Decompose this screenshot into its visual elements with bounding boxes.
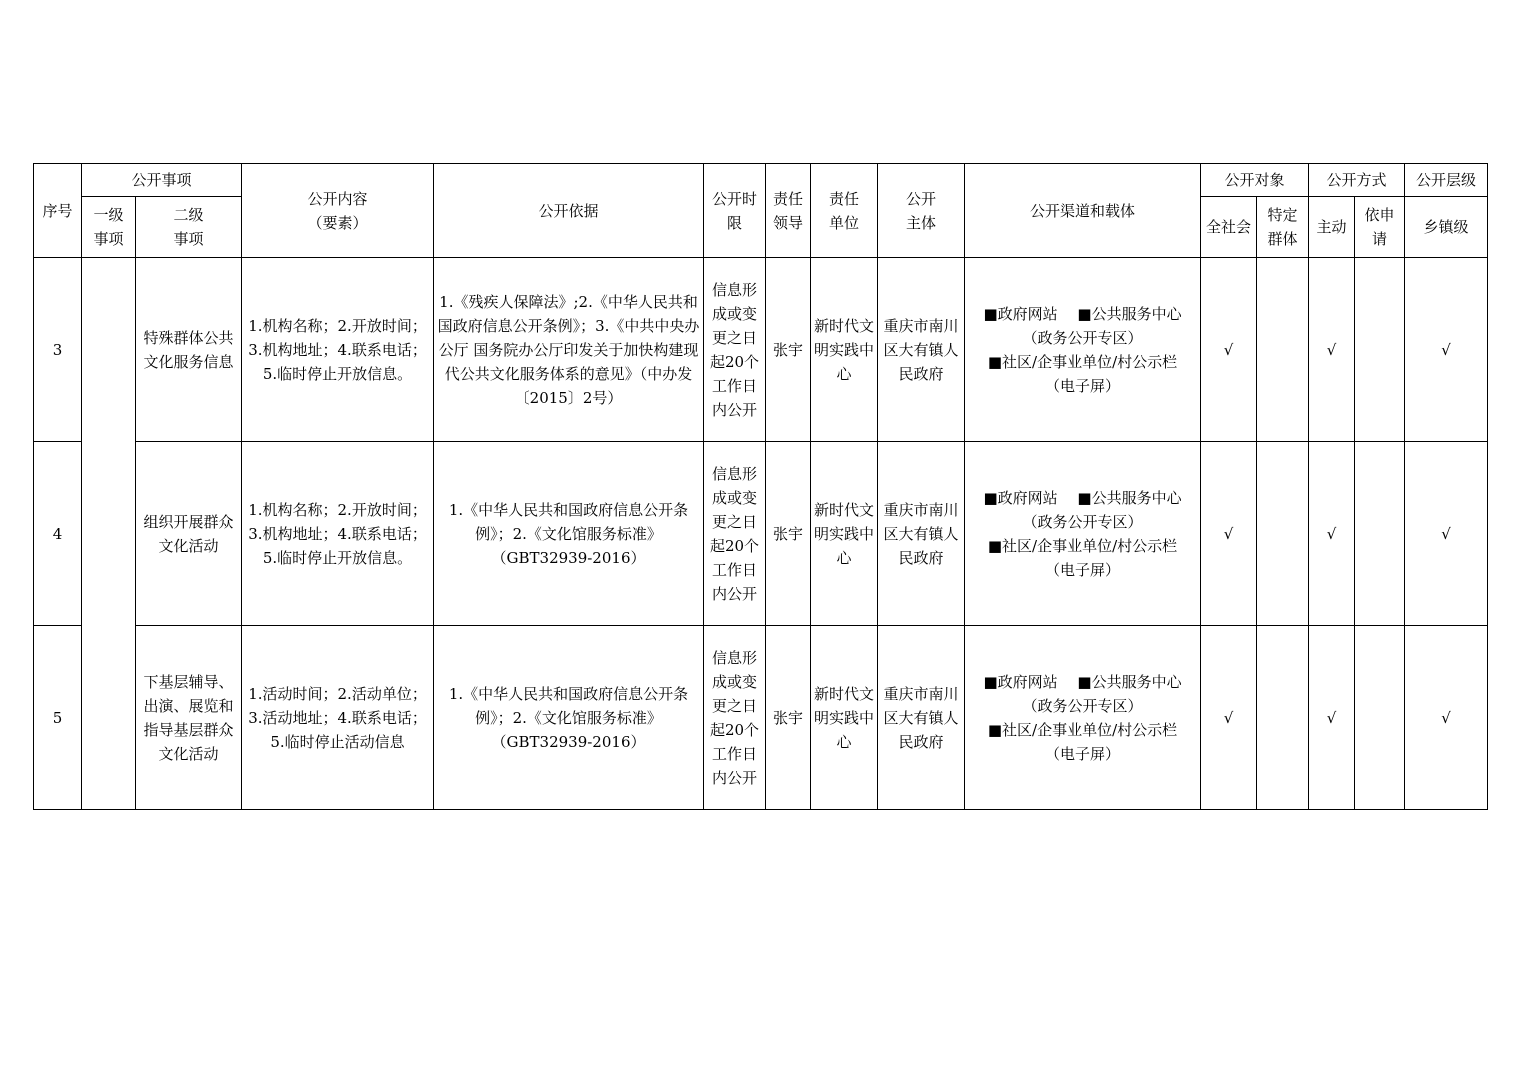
row-subject: 重庆市南川区大有镇人民政府: [878, 442, 965, 626]
row-timelimit: 信息形成或变更之日起20个工作日内公开: [704, 258, 766, 442]
channel-line: （政务公开专区）: [1022, 696, 1143, 715]
row-content: 1.活动时间；2.活动单位；3.活动地址；4.联系电话；5.临时停止活动信息: [242, 626, 434, 810]
channel-line: ■政府网站 ■公共服务中心: [983, 304, 1182, 323]
header-content: 公开内容 （要素）: [242, 164, 434, 258]
row-channel: [965, 626, 1201, 810]
row-method-apply-check: [1355, 442, 1405, 626]
row-level-town-check: √: [1405, 442, 1488, 626]
row-target-specific-check: [1257, 258, 1309, 442]
header-timelimit: 公开时 限: [704, 164, 766, 258]
row-level2: 组织开展群众文化活动: [136, 442, 242, 626]
table-row: [34, 258, 1488, 442]
row-level2: 特殊群体公共文化服务信息: [136, 258, 242, 442]
header-method-active: 主动: [1309, 197, 1355, 258]
channel-line: ■社区/企事业单位/村公示栏: [987, 720, 1178, 739]
header-method-apply: 依申 请: [1355, 197, 1405, 258]
channel-line: ■政府网站 ■公共服务中心: [983, 672, 1182, 691]
header-target-specific: 特定 群体: [1257, 197, 1309, 258]
row-method-active-check: √: [1309, 442, 1355, 626]
row-leader: 张宇: [766, 442, 811, 626]
table-row: [34, 442, 1488, 626]
row-timelimit: 信息形成或变更之日起20个工作日内公开: [704, 442, 766, 626]
row-target-all-check: √: [1201, 258, 1257, 442]
row-basis: 1.《残疾人保障法》;2.《中华人民共和国政府信息公开条例》；3.《中共中央办公厅 国务院办公厅印发关于加快构建现代公共文化服务体系的意见》（中办发〔2015〕2号）: [434, 258, 704, 442]
channel-line: （电子屏）: [1045, 744, 1121, 763]
header-level-town: 乡镇级: [1405, 197, 1488, 258]
header-target-group: 公开对象: [1201, 164, 1309, 197]
header-method-group: 公开方式: [1309, 164, 1405, 197]
row-timelimit: 信息形成或变更之日起20个工作日内公开: [704, 626, 766, 810]
row-level-town-check: √: [1405, 258, 1488, 442]
channel-line: （政务公开专区）: [1022, 328, 1143, 347]
header-channel: 公开渠道和载体: [965, 164, 1201, 258]
row-leader: 张宇: [766, 258, 811, 442]
row-target-specific-check: [1257, 442, 1309, 626]
channel-line: ■社区/企事业单位/村公示栏: [987, 352, 1178, 371]
row-method-apply-check: [1355, 258, 1405, 442]
header-row-top: [34, 164, 1488, 197]
header-level-group: 公开层级: [1405, 164, 1488, 197]
row-target-specific-check: [1257, 626, 1309, 810]
table-row: [34, 626, 1488, 810]
channel-line: （政务公开专区）: [1022, 512, 1143, 531]
row-subject: 重庆市南川区大有镇人民政府: [878, 258, 965, 442]
header-seq: 序号: [34, 164, 82, 258]
channel-line: ■社区/企事业单位/村公示栏: [987, 536, 1178, 555]
row-target-all-check: √: [1201, 442, 1257, 626]
row-seq: 3: [34, 258, 82, 442]
header-subject: 公开 主体: [878, 164, 965, 258]
row-method-active-check: √: [1309, 626, 1355, 810]
row-method-apply-check: [1355, 626, 1405, 810]
row-basis: 1.《中华人民共和国政府信息公开条例》；2.《文化馆服务标准》（GBT32939-2016）: [434, 626, 704, 810]
row-seq: 4: [34, 442, 82, 626]
row-level1-merged: [82, 258, 136, 810]
row-basis: 1.《中华人民共和国政府信息公开条例》；2.《文化馆服务标准》（GBT32939-2016）: [434, 442, 704, 626]
header-level1: 一级 事项: [82, 197, 136, 258]
row-subject: 重庆市南川区大有镇人民政府: [878, 626, 965, 810]
header-basis: 公开依据: [434, 164, 704, 258]
row-content: 1.机构名称；2.开放时间；3.机构地址；4.联系电话；5.临时停止开放信息。: [242, 258, 434, 442]
row-seq: 5: [34, 626, 82, 810]
row-level-town-check: √: [1405, 626, 1488, 810]
row-target-all-check: √: [1201, 626, 1257, 810]
row-method-active-check: √: [1309, 258, 1355, 442]
row-level2: 下基层辅导、出演、展览和指导基层群众文化活动: [136, 626, 242, 810]
channel-line: （电子屏）: [1045, 376, 1121, 395]
header-unit: 责任 单位: [811, 164, 878, 258]
channel-line: ■政府网站 ■公共服务中心: [983, 488, 1182, 507]
channel-line: （电子屏）: [1045, 560, 1121, 579]
disclosure-table: [33, 163, 1488, 810]
row-leader: 张宇: [766, 626, 811, 810]
header-level2: 二级 事项: [136, 197, 242, 258]
row-channel: [965, 442, 1201, 626]
row-unit: 新时代文明实践中心: [811, 626, 878, 810]
row-channel: [965, 258, 1201, 442]
header-target-all: 全社会: [1201, 197, 1257, 258]
header-item-group: 公开事项: [82, 164, 242, 197]
row-content: 1.机构名称；2.开放时间；3.机构地址；4.联系电话；5.临时停止开放信息。: [242, 442, 434, 626]
row-unit: 新时代文明实践中心: [811, 442, 878, 626]
header-leader: 责任 领导: [766, 164, 811, 258]
row-unit: 新时代文明实践中心: [811, 258, 878, 442]
